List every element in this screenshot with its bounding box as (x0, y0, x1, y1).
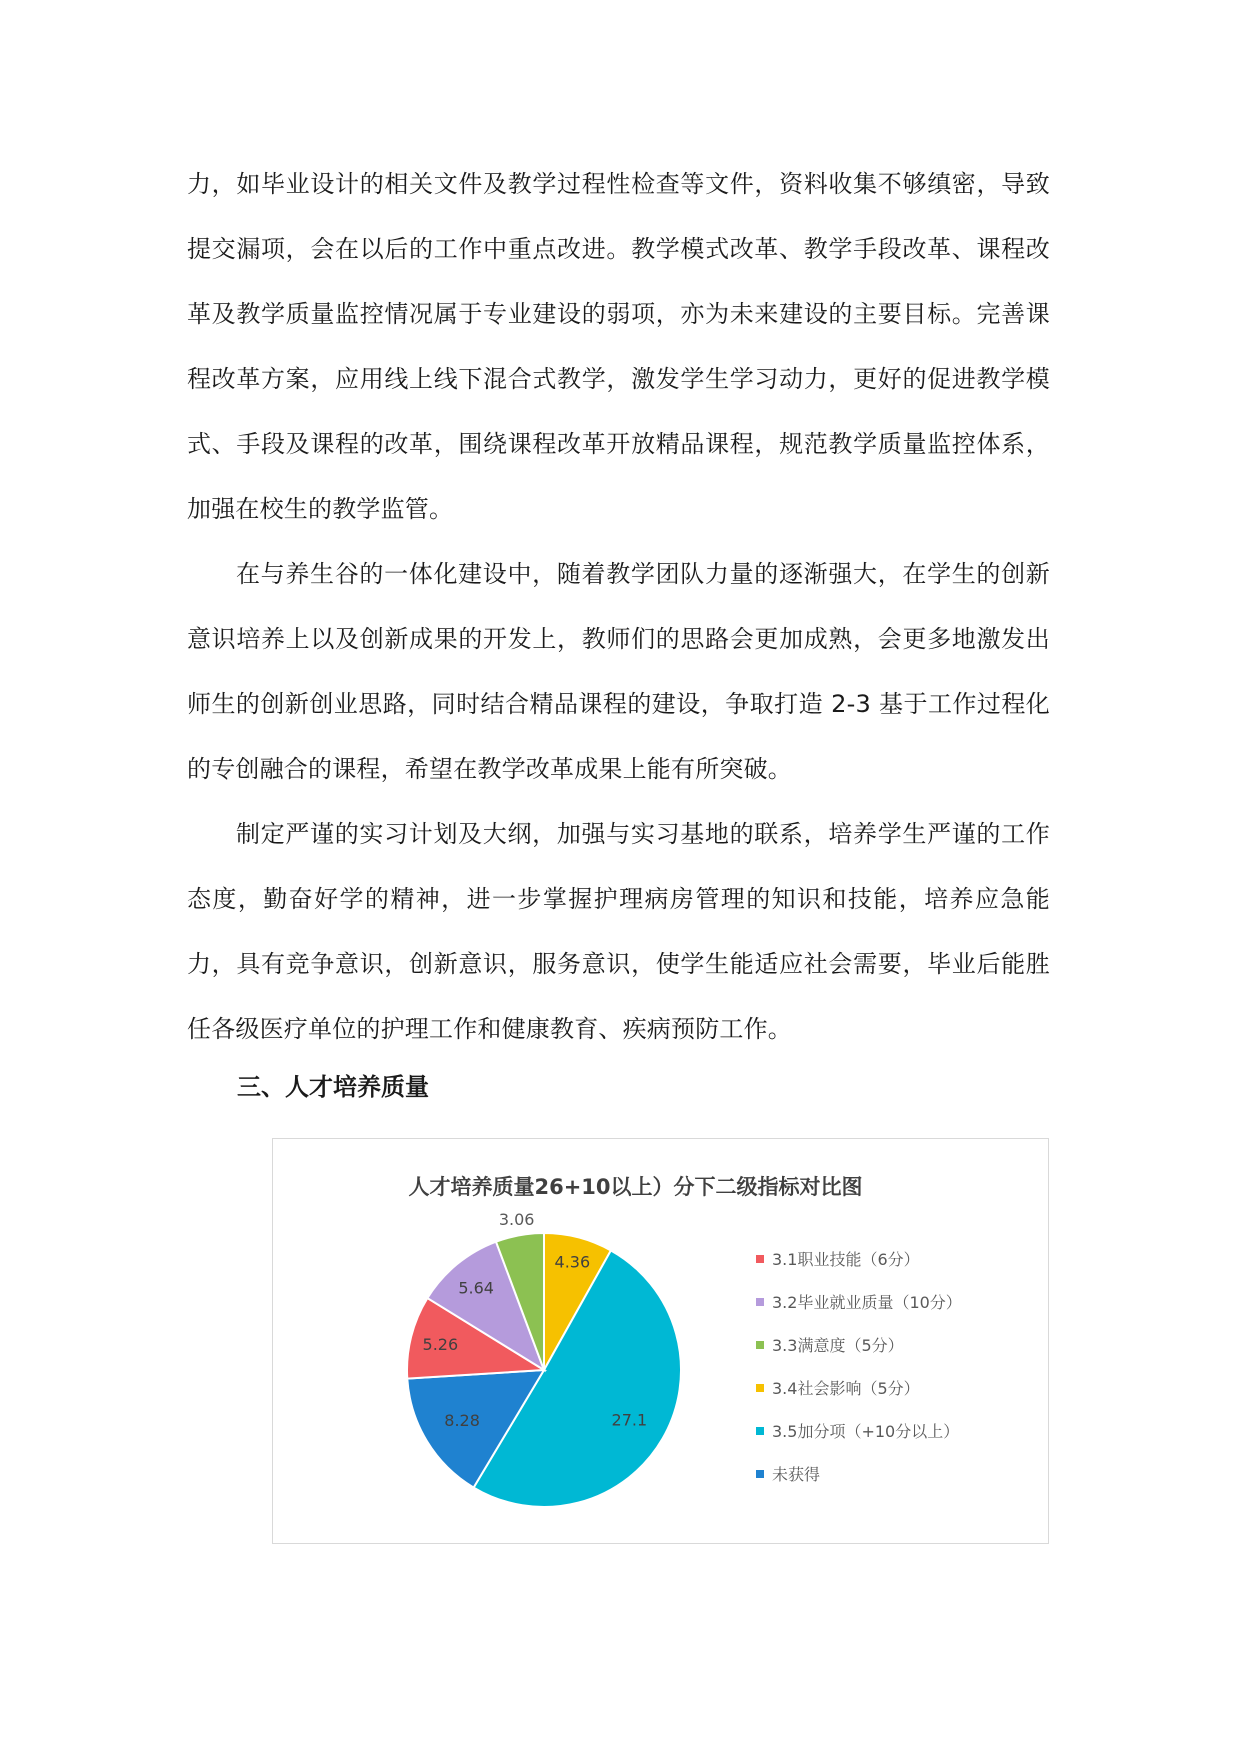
data-label-6: 8.28 (444, 1410, 480, 1430)
legend-entry-3 (756, 1323, 962, 1366)
paragraph-1: 力，如毕业设计的相关文件及教学过程性检查等文件，资料收集不够缜密，导致提交漏项，会在以后的工作中重点改进。教学模式改革、教学手段改革、课程改革及教学质量监控情况属于专业建设的弱项，亦为未来建设的主要目标。完善课程改革方案，应用线上线下混合式教学，激发学生学习动力，更好的促进教学模式、手段及课程的改革，围绕课程改革开放精品课程，规范教学质量监控体系，加强在校生的教学监管。 (187, 170, 1050, 523)
section-heading: 三、人才培养质量 (237, 1073, 429, 1101)
data-label-3: 3.06 (498, 1210, 535, 1230)
legend-label-4: 3.4社会影响（5分） (772, 1379, 920, 1398)
paragraph-2: 在与养生谷的一体化建设中，随着教学团队力量的逐渐强大，在学生的创新意识培养上以及创新成果的开发上，教师们的思路会更加成熟，会更多地激发出师生的创新创业思路，同时结合精品课程的建设，争取打造 2-3 基于工作过程化的专创融合的课程，希望在教学改革成果上能有所突破。 (187, 560, 1050, 783)
data-label-4: 4.36 (554, 1252, 591, 1272)
data-label-2: 5.64 (458, 1278, 494, 1298)
legend-label-3: 3.3满意度（5分） (772, 1336, 904, 1355)
body-text (187, 152, 1050, 1062)
legend-entry-4 (756, 1366, 962, 1409)
legend-swatch-4 (756, 1384, 764, 1392)
legend-label-6: 未获得 (772, 1465, 821, 1484)
legend-label-5: 3.5加分项（+10分以上） (772, 1422, 960, 1441)
chart-title: 人才培养质量26+10以上）分下二级指标对比图 (408, 1175, 863, 1199)
legend-swatch-1 (756, 1255, 764, 1263)
legend-entry-2 (756, 1280, 962, 1323)
legend-label-2: 3.2毕业就业质量（10分） (772, 1293, 962, 1312)
legend-swatch-5 (756, 1427, 764, 1435)
paragraph-3: 制定严谨的实习计划及大纲，加强与实习基地的联系，培养学生严谨的工作态度，勤奋好学的精神，进一步掌握护理病房管理的知识和技能，培养应急能力，具有竞争意识，创新意识，服务意识，使学生能适应社会需要，毕业后能胜任各级医疗单位的护理工作和健康教育、疾病预防工作。 (187, 820, 1050, 1043)
data-label-5: 27.1 (611, 1410, 648, 1430)
legend-swatch-3 (756, 1341, 764, 1349)
legend-swatch-6 (756, 1470, 764, 1478)
legend-entry-6 (756, 1452, 962, 1495)
chart-legend (756, 1237, 962, 1495)
legend-entry-1 (756, 1237, 962, 1280)
pie-chart (272, 1138, 1049, 1544)
legend-swatch-2 (756, 1298, 764, 1306)
data-label-1: 5.26 (422, 1335, 459, 1355)
legend-entry-5 (756, 1409, 962, 1452)
legend-label-1: 3.1职业技能（6分） (772, 1250, 920, 1269)
